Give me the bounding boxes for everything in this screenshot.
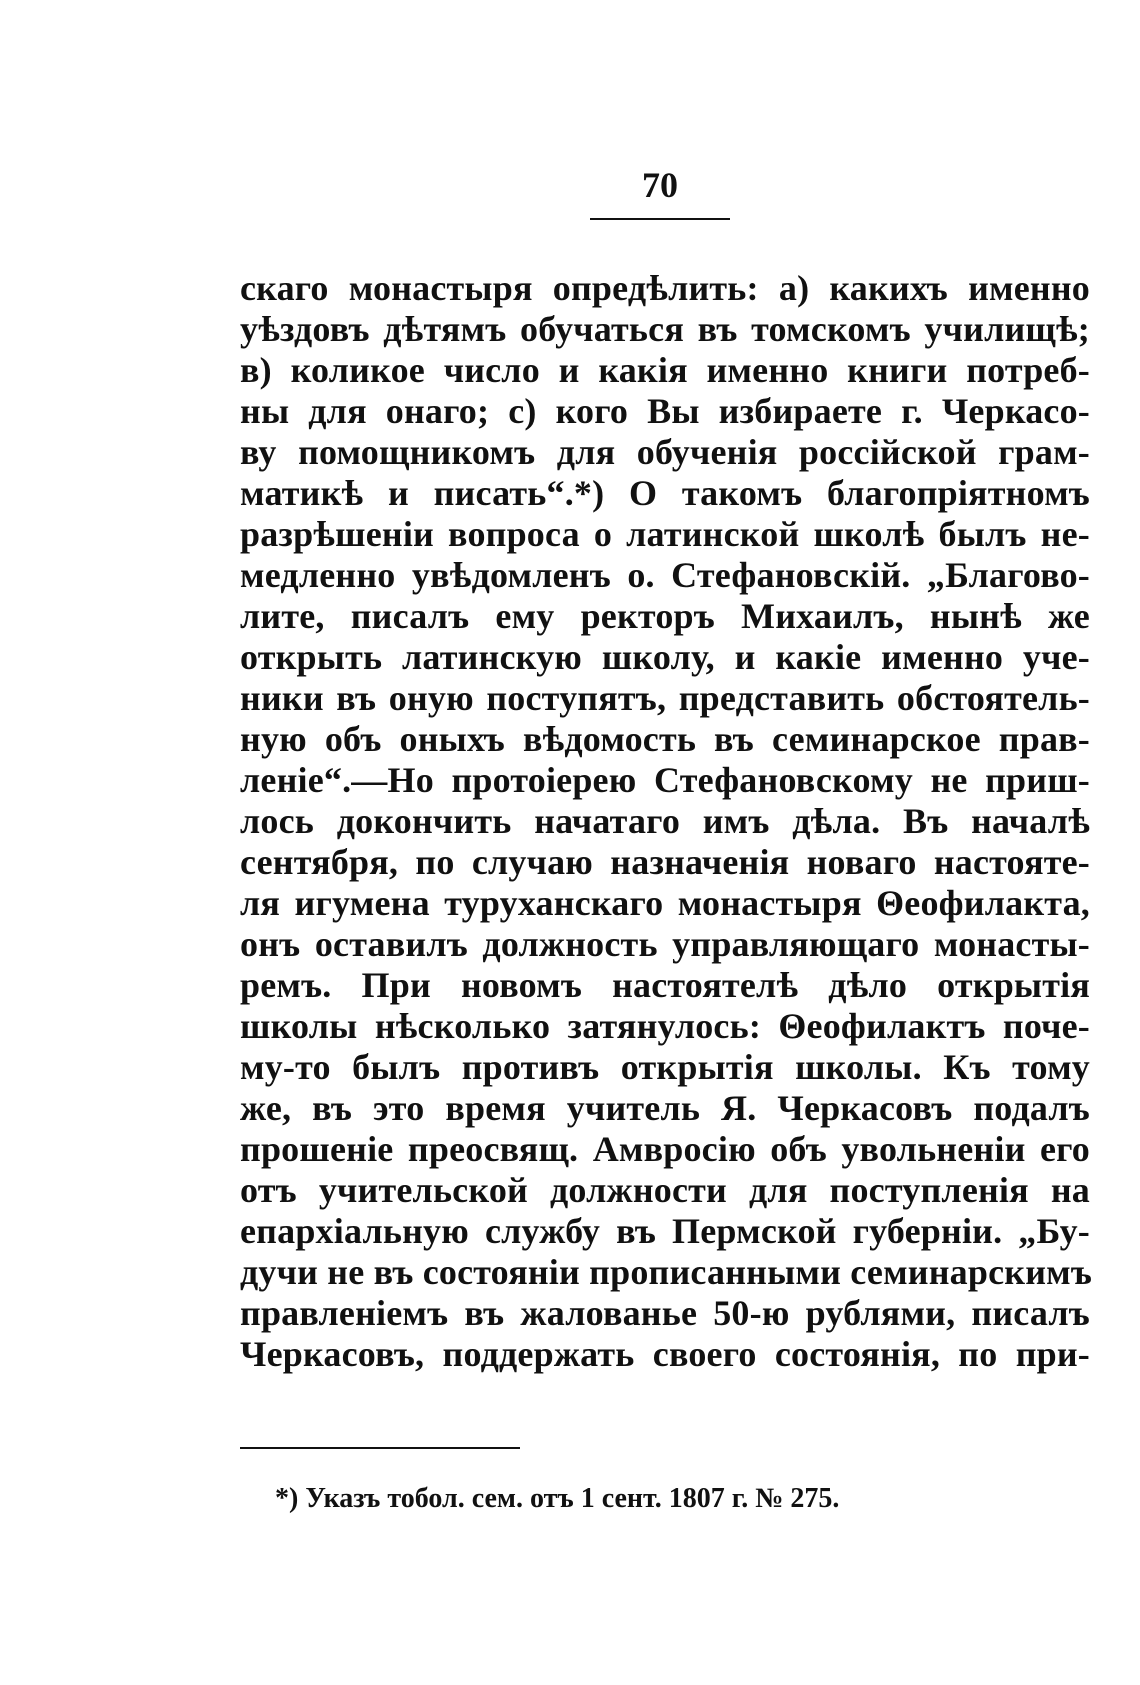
text-line: епархіальную службу въ Пермской губерніи. „Бу-	[240, 1211, 1090, 1251]
text-line: ля игумена туруханскаго монастыря Θеофилакта,	[240, 883, 1090, 923]
text-line: открыть латинскую школу, и какіе именно уче-	[240, 637, 1090, 677]
text-line: ники въ оную поступятъ, представить обстоятель-	[240, 678, 1090, 718]
text-line: отъ учительской должности для поступленія на	[240, 1170, 1090, 1210]
text-line: дучи не въ состояніи прописанными семинарскимъ	[240, 1252, 1093, 1292]
text-line: же, въ это время учитель Я. Черкасовъ подалъ	[240, 1088, 1090, 1128]
text-line: онъ оставилъ должность управляющаго монасты-	[240, 924, 1090, 964]
text-line: скаго монастыря опредѣлить: а) какихъ именно	[240, 268, 1090, 308]
page-number-rule	[590, 218, 730, 220]
text-line: му-то былъ противъ открытія школы. Къ тому	[240, 1047, 1090, 1087]
text-line: лите, писалъ ему ректоръ Михаилъ, нынѣ же	[240, 596, 1090, 636]
text-line: лось докончить начатаго имъ дѣла. Въ началѣ	[240, 801, 1090, 841]
text-line: леніе“.—Но протоіерею Стефановскому не приш-	[240, 760, 1090, 800]
footnote: *) Указъ тобол. сем. отъ 1 сент. 1807 г. № 275.	[275, 1483, 840, 1514]
text-line: ную объ оныхъ вѣдомость въ семинарское прав-	[240, 719, 1090, 759]
text-line: медленно увѣдомленъ о. Стефановскій. „Благово-	[240, 555, 1090, 595]
text-line: в) коликое число и какія именно книги потреб-	[240, 350, 1090, 390]
text-line: школы нѣсколько затянулось: Θеофилактъ поче-	[240, 1006, 1090, 1046]
text-line: ремъ. При новомъ настоятелѣ дѣло открытія	[240, 965, 1090, 1005]
text-line: ву помощникомъ для обученія россійской грам-	[240, 432, 1090, 472]
body-text	[240, 268, 1093, 1375]
text-line: матикѣ и писать“.*) О такомъ благопріятномъ	[240, 473, 1090, 513]
text-line: разрѣшеніи вопроса о латинской школѣ былъ не-	[240, 514, 1090, 554]
text-line: сентября, по случаю назначенія новаго настояте-	[240, 842, 1090, 882]
text-line: правленіемъ въ жалованье 50-ю рублями, писалъ	[240, 1293, 1090, 1333]
text-line: ны для онаго; с) кого Вы избираете г. Черкасо-	[240, 391, 1090, 431]
text-line: прошеніе преосвящ. Амвросію объ увольненіи его	[240, 1129, 1090, 1169]
footnote-rule	[240, 1447, 520, 1449]
text-line: Черкасовъ, поддержать своего состоянія, по при-	[240, 1334, 1090, 1374]
page-number: 70	[642, 165, 678, 205]
text-line: уѣздовъ дѣтямъ обучаться въ томскомъ училищѣ;	[240, 309, 1090, 349]
